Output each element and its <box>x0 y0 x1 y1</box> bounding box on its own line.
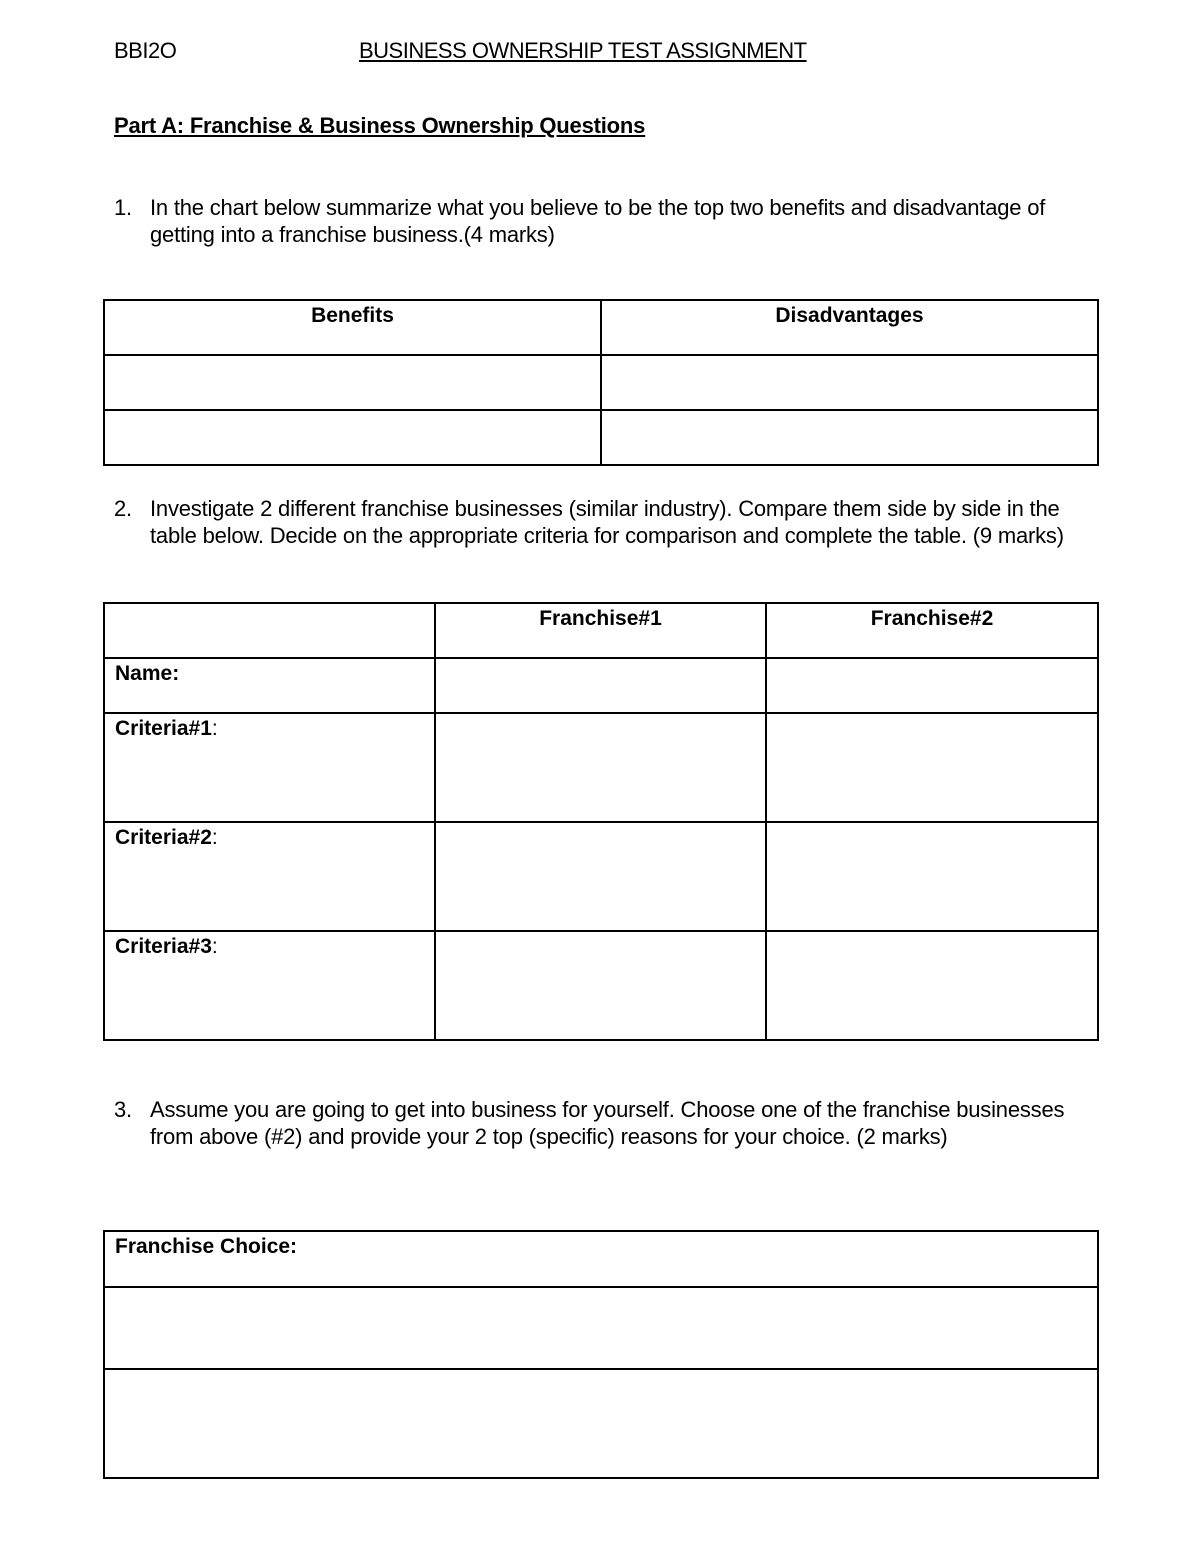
franchise-1-criteria-2-cell[interactable] <box>435 822 766 931</box>
franchise-1-criteria-1-cell[interactable] <box>435 713 766 822</box>
franchise-1-criteria-3-cell[interactable] <box>435 931 766 1040</box>
row-label-criteria-1 <box>104 713 435 822</box>
table-header-benefits: Benefits <box>104 300 601 355</box>
row-label-criteria-3 <box>104 931 435 1040</box>
franchise-choice-header[interactable] <box>104 1231 1098 1287</box>
row-label-suffix: : <box>211 826 218 849</box>
row-label-criteria-2 <box>104 822 435 931</box>
question-text: Investigate 2 different franchise businesses (similar industry). Compare them side by side in the table below. Decide on the appropriate criteria for comparison and complete the table. (9 marks) <box>150 496 1064 548</box>
franchise-comparison-table <box>103 602 1099 1041</box>
document-title: BUSINESS OWNERSHIP TEST ASSIGNMENT <box>359 38 807 63</box>
row-label-suffix: : <box>211 935 218 958</box>
reason-cell-1[interactable] <box>104 1287 1098 1369</box>
franchise-choice-label: Franchise Choice: <box>115 1235 298 1258</box>
disadvantage-cell-2[interactable] <box>601 410 1098 465</box>
question-1 <box>114 194 1074 248</box>
row-label-text: Criteria#1 <box>115 717 212 740</box>
franchise-2-criteria-1-cell[interactable] <box>766 713 1098 822</box>
benefits-disadvantages-table <box>103 299 1099 466</box>
question-3 <box>114 1096 1074 1150</box>
row-label-suffix: : <box>211 717 218 740</box>
question-text: Assume you are going to get into business for yourself. Choose one of the franchise businesses from above (#2) and provide your 2 top (specific) reasons for your choice. (2 marks) <box>150 1097 1065 1149</box>
franchise-2-name-cell[interactable] <box>766 658 1098 713</box>
table-header-franchise-1: Franchise#1 <box>435 603 766 658</box>
franchise-choice-table <box>103 1230 1099 1479</box>
row-label-text: Criteria#3 <box>115 935 212 958</box>
table-header-disadvantages: Disadvantages <box>601 300 1098 355</box>
table-header-franchise-2: Franchise#2 <box>766 603 1098 658</box>
part-a-heading: Part A: Franchise & Business Ownership Questions <box>114 113 646 138</box>
question-text: In the chart below summarize what you believe to be the top two benefits and disadvantage of getting into a franchise business.(4 marks) <box>150 195 1046 247</box>
benefit-cell-2[interactable] <box>104 410 601 465</box>
course-code: BBI2O <box>114 38 177 63</box>
reason-cell-2[interactable] <box>104 1369 1098 1478</box>
question-2 <box>114 495 1074 549</box>
franchise-1-name-cell[interactable] <box>435 658 766 713</box>
benefit-cell-1[interactable] <box>104 355 601 410</box>
row-label-text: Criteria#2 <box>115 826 212 849</box>
question-number: 3. <box>114 1097 132 1122</box>
disadvantage-cell-1[interactable] <box>601 355 1098 410</box>
question-number: 2. <box>114 496 132 521</box>
question-number: 1. <box>114 195 132 220</box>
table-header-blank <box>104 603 435 658</box>
franchise-2-criteria-2-cell[interactable] <box>766 822 1098 931</box>
row-label-name <box>104 658 435 713</box>
row-label-text: Name: <box>115 662 180 685</box>
franchise-2-criteria-3-cell[interactable] <box>766 931 1098 1040</box>
